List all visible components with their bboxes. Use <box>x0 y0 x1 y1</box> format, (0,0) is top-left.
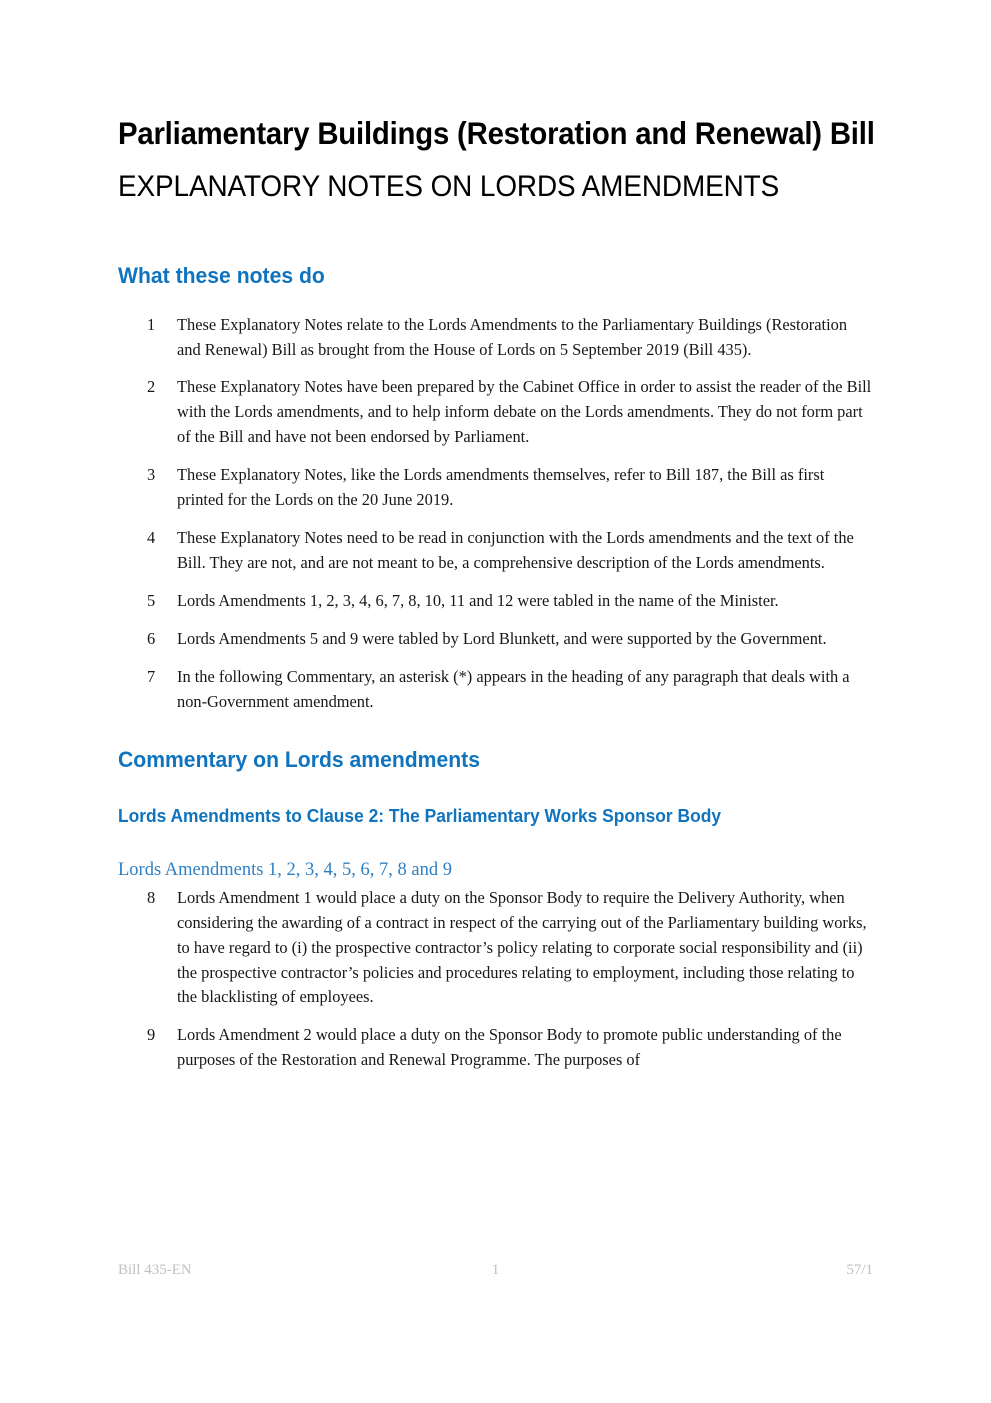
commentary-paragraph-list <box>118 886 872 1074</box>
numbered-paragraph <box>118 589 872 614</box>
paragraph-text: These Explanatory Notes need to be read in conjunction with the Lords amendments and the text of the Bill. They are not, and are not meant to be, a comprehensive description of the Lords amendments. <box>177 528 854 573</box>
spacer <box>118 206 872 261</box>
paragraph-number: 9 <box>147 1025 156 1045</box>
paragraph-text: Lords Amendment 2 would place a duty on the Sponsor Body to promote public understanding of the purposes of the Restoration and Renewal Programme. The purposes of <box>177 1025 842 1070</box>
footer-document-reference: 57/1 <box>846 1262 874 1278</box>
numbered-paragraph <box>118 627 872 652</box>
numbered-paragraph <box>118 463 872 513</box>
paragraph-number: 8 <box>147 887 156 907</box>
spacer <box>118 715 872 745</box>
paragraph-number: 7 <box>147 666 156 686</box>
paragraph-number: 3 <box>147 465 156 485</box>
paragraph-number: 6 <box>147 628 156 648</box>
paragraph-text: Lords Amendment 1 would place a duty on the Sponsor Body to require the Delivery Authority, when considering the awarding of a contract in respect of the carrying out of the Parliamentary building works, to have regard to (i) the prospective contractor’s policy relating to corporate social responsibility and (ii) the prospective contractor’s policies and procedures relating to employment, including those relating to the blacklisting of employees. <box>177 887 867 1007</box>
amendments-list-heading: Lords Amendments 1, 2, 3, 4, 5, 6, 7, 8 and 9 <box>118 859 453 880</box>
numbered-paragraph <box>118 665 872 715</box>
numbered-paragraph <box>118 1023 872 1073</box>
paragraph-number: 4 <box>147 528 156 548</box>
section-heading-what-these-notes-do: What these notes do <box>118 263 325 289</box>
numbered-paragraph <box>118 526 872 576</box>
subsection-heading-clause-2: Lords Amendments to Clause 2: The Parliamentary Works Sponsor Body <box>118 805 721 826</box>
spacer <box>118 774 872 804</box>
numbered-paragraph <box>118 886 872 1011</box>
page-break-mask <box>0 1246 991 1256</box>
paragraph-text: These Explanatory Notes relate to the Lords Amendments to the Parliamentary Buildings (Restoration and Renewal) Bill as brought from the House of Lords on 5 September 2019 (Bill 435). <box>177 314 848 359</box>
footer-page-number: 1 <box>491 1262 500 1278</box>
paragraph-number: 5 <box>147 591 156 610</box>
paragraph-text: Lords Amendments 1, 2, 3, 4, 6, 7, 8, 10, 11 and 12 were tabled in the name of the Minister. <box>177 591 779 610</box>
paragraph-text: These Explanatory Notes, like the Lords amendments themselves, refer to Bill 187, the Bill as first printed for the Lords on the 20 June 2019. <box>177 465 825 510</box>
page-content <box>118 0 875 1073</box>
spacer <box>118 291 872 313</box>
numbered-paragraph <box>118 375 872 450</box>
section-heading-commentary: Commentary on Lords amendments <box>118 746 480 772</box>
paragraph-number: 2 <box>147 377 156 397</box>
page-footer <box>118 1262 873 1279</box>
spacer <box>118 829 872 859</box>
paragraph-text: In the following Commentary, an asterisk (*) appears in the heading of any paragraph that deals with a non-Government amendment. <box>177 666 850 711</box>
paragraph-number: 1 <box>147 314 156 334</box>
footer-bill-reference: Bill 435-EN <box>118 1262 192 1278</box>
document-subtitle: EXPLANATORY NOTES ON LORDS AMENDMENTS <box>118 170 780 204</box>
page-title: Parliamentary Buildings (Restoration and Renewal) Bill <box>118 115 875 151</box>
paragraph-text: Lords Amendments 5 and 9 were tabled by Lord Blunkett, and were supported by the Government. <box>177 628 827 648</box>
numbered-paragraph <box>118 313 872 363</box>
notes-paragraph-list <box>118 313 872 715</box>
paragraph-text: These Explanatory Notes have been prepared by the Cabinet Office in order to assist the reader of the Bill with the Lords amendments, and to help inform debate on the Lords amendments. They do not form part of the Bill and have not been endorsed by Parliament. <box>177 377 872 447</box>
